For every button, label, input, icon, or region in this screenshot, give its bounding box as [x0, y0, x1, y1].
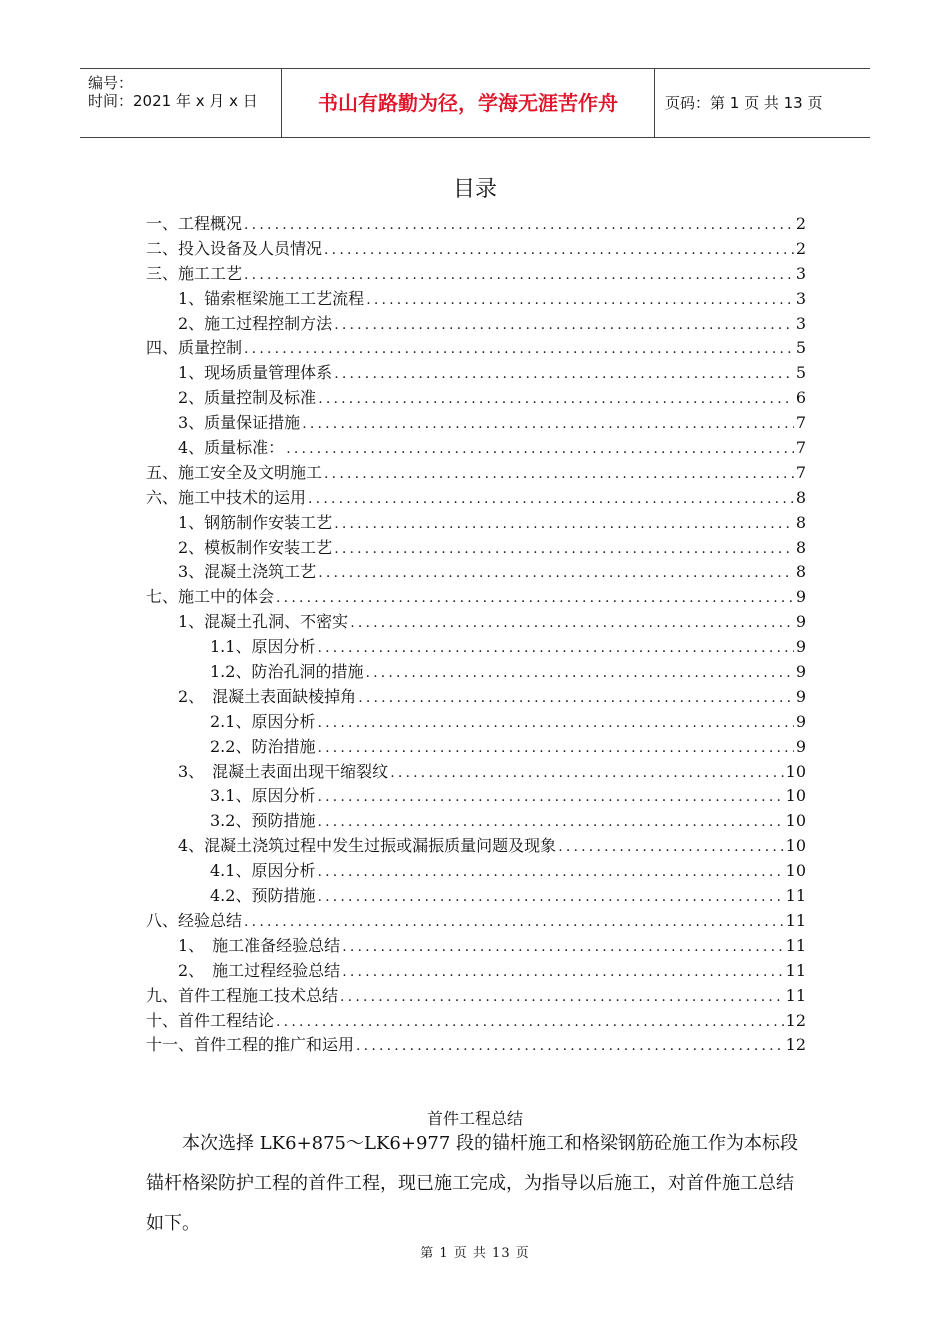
toc-entry[interactable]: [146, 262, 806, 287]
toc-dot-leader: [390, 761, 783, 786]
toc-entry-title: 2.2、防治措施: [210, 736, 316, 756]
toc-dot-leader: [317, 885, 783, 910]
toc-dot-leader: [340, 985, 784, 1010]
toc-dot-leader: [317, 636, 793, 661]
toc-entry-title: 八、经验总结: [146, 910, 243, 930]
toc-entry-title: 3、混凝土浇筑工艺: [178, 562, 317, 582]
toc-entry-page: 9: [795, 612, 806, 632]
toc-entry-page: 6: [795, 388, 806, 408]
toc-dot-leader: [317, 785, 783, 810]
toc-entry[interactable]: [146, 361, 806, 386]
toc-dot-leader: [324, 462, 794, 487]
toc-entry-title: 四、质量控制: [146, 338, 243, 358]
toc-entry-page: 11: [785, 886, 806, 906]
toc-entry[interactable]: [146, 760, 806, 785]
toc-entry-title: 十一、首件工程的推广和运用: [146, 1035, 355, 1055]
toc-dot-leader: [286, 437, 794, 462]
toc-entry[interactable]: [146, 784, 806, 809]
toc-entry-page: 11: [785, 960, 806, 980]
header-meta: [80, 69, 280, 137]
toc-entry[interactable]: [146, 635, 806, 660]
toc-entry-title: 2、模板制作安装工艺: [178, 537, 333, 557]
toc-entry[interactable]: [146, 486, 806, 511]
toc-entry-title: 2、 施工过程经验总结: [178, 960, 341, 980]
toc-entry-title: 二、投入设备及人员情况: [146, 238, 323, 258]
toc-entry-title: 五、施工安全及文明施工: [146, 462, 323, 482]
toc-entry[interactable]: [146, 1033, 806, 1058]
toc-entry-page: 9: [795, 587, 806, 607]
toc-dot-leader: [342, 960, 783, 985]
toc-dot-leader: [366, 288, 794, 313]
toc-entry-page: 8: [795, 537, 806, 557]
toc-entry-title: 3.1、原因分析: [210, 786, 316, 806]
toc-entry-title: 1、锚索框梁施工工艺流程: [178, 288, 365, 308]
toc-entry-page: 11: [785, 910, 806, 930]
toc-entry-title: 4、质量标准：: [178, 438, 285, 458]
toc-entry-page: 10: [785, 861, 806, 881]
toc-entry[interactable]: [146, 934, 806, 959]
toc-dot-leader: [342, 935, 783, 960]
page-footer: 第 1 页 共 13 页: [420, 1246, 530, 1261]
toc-entry[interactable]: [146, 884, 806, 909]
toc-entry[interactable]: [146, 237, 806, 262]
toc-entry-title: 1.2、防治孔洞的措施: [210, 662, 364, 682]
header-motto: 书山有路勤为径，学海无涯苦作舟: [318, 91, 618, 115]
toc-entry-page: 10: [785, 786, 806, 806]
toc-entry[interactable]: [146, 859, 806, 884]
toc-dot-leader: [308, 487, 794, 512]
toc-dot-leader: [334, 537, 794, 562]
toc-entry-title: 六、施工中技术的运用: [146, 487, 307, 507]
toc-entry[interactable]: [146, 560, 806, 585]
toc-entry-page: 9: [795, 662, 806, 682]
toc-entry-page: 9: [795, 686, 806, 706]
toc-dot-leader: [334, 313, 794, 338]
toc-dot-leader: [350, 611, 794, 636]
toc-entry-page: 7: [795, 438, 806, 458]
toc-entry-page: 11: [785, 985, 806, 1005]
toc-entry-title: 1、钢筋制作安装工艺: [178, 512, 333, 532]
toc-entry[interactable]: [146, 809, 806, 834]
toc-entry-page: 8: [795, 562, 806, 582]
toc-entry[interactable]: [146, 984, 806, 1009]
toc-entry[interactable]: [146, 536, 806, 561]
toc-entry-title: 3、 混凝土表面出现干缩裂纹: [178, 761, 389, 781]
toc-entry-title: 十、首件工程结论: [146, 1010, 275, 1030]
toc-entry-title: 1、现场质量管理体系: [178, 363, 333, 383]
toc-entry[interactable]: [146, 710, 806, 735]
toc-dot-leader: [365, 661, 793, 686]
toc-entry[interactable]: [146, 312, 806, 337]
toc-dot-leader: [244, 337, 794, 362]
header-divider: [654, 69, 655, 137]
toc-entry-page: 7: [795, 413, 806, 433]
toc-dot-leader: [244, 263, 794, 288]
toc-dot-leader: [276, 1010, 784, 1035]
toc-entry-page: 2: [795, 238, 806, 258]
toc-entry-page: 10: [785, 836, 806, 856]
toc-dot-leader: [334, 512, 794, 537]
toc-dot-leader: [324, 238, 794, 263]
toc-entry[interactable]: [146, 436, 806, 461]
toc-dot-leader: [356, 1034, 784, 1059]
toc-entry-page: 7: [795, 462, 806, 482]
toc-dot-leader: [358, 686, 794, 711]
toc-entry-page: 10: [785, 811, 806, 831]
toc-entry[interactable]: [146, 386, 806, 411]
toc-dot-leader: [302, 412, 794, 437]
toc-entry-title: 3、质量保证措施: [178, 413, 301, 433]
toc-entry-title: 1、混凝土孔洞、不密实: [178, 612, 349, 632]
toc-dot-leader: [318, 561, 794, 586]
toc-entry-title: 4、混凝土浇筑过程中发生过振或漏振质量问题及现象: [178, 836, 557, 856]
toc-entry-title: 1、 施工准备经验总结: [178, 935, 341, 955]
document-number-label: 编号：: [88, 74, 134, 92]
toc-entry[interactable]: [146, 1009, 806, 1034]
toc-entry-page: 9: [795, 736, 806, 756]
toc-entry-page: 5: [795, 363, 806, 383]
toc-dot-leader: [244, 910, 784, 935]
toc-entry[interactable]: [146, 959, 806, 984]
toc-entry[interactable]: [146, 610, 806, 635]
toc-entry-page: 9: [795, 637, 806, 657]
toc-entry[interactable]: [146, 660, 806, 685]
toc-entry-page: 11: [785, 935, 806, 955]
toc-dot-leader: [244, 213, 794, 238]
toc-entry-page: 8: [795, 512, 806, 532]
toc-entry-page: 10: [785, 761, 806, 781]
toc-entry-page: 5: [795, 338, 806, 358]
toc-dot-leader: [317, 711, 793, 736]
table-of-contents: [146, 212, 806, 1058]
toc-entry-title: 2.1、原因分析: [210, 711, 316, 731]
toc-entry-page: 9: [795, 711, 806, 731]
toc-entry-title: 2、 混凝土表面缺棱掉角: [178, 686, 357, 706]
toc-entry-title: 2、施工过程控制方法: [178, 313, 333, 333]
toc-entry[interactable]: [146, 411, 806, 436]
section-title: 首件工程总结: [426, 1109, 523, 1128]
header-page-info: 页码：第 1 页 共 13 页: [665, 94, 823, 112]
toc-title: 目录: [452, 177, 497, 202]
toc-entry-title: 4.2、预防措施: [210, 886, 316, 906]
toc-dot-leader: [317, 810, 783, 835]
toc-dot-leader: [558, 835, 783, 860]
toc-entry[interactable]: [146, 511, 806, 536]
toc-entry[interactable]: [146, 909, 806, 934]
toc-entry[interactable]: [146, 336, 806, 361]
toc-entry-page: 2: [795, 214, 806, 233]
toc-entry-page: 3: [795, 288, 806, 308]
toc-entry[interactable]: [146, 585, 806, 610]
body-paragraph: 本次选择 LK6+875～LK6+977 段的锚杆施工和格梁钢筋砼施工作为本标段锚杆格梁防护工程的首件工程，现已施工完成，为指导以后施工，对首件施工总结如下。: [146, 1133, 799, 1234]
toc-entry[interactable]: [146, 834, 806, 859]
toc-entry-page: 3: [795, 263, 806, 283]
toc-entry-title: 3.2、预防措施: [210, 811, 316, 831]
toc-dot-leader: [317, 860, 783, 885]
page-header: [80, 68, 870, 138]
toc-dot-leader: [276, 586, 794, 611]
toc-entry[interactable]: [146, 461, 806, 486]
toc-entry-title: 三、施工工艺: [146, 263, 243, 283]
toc-entry-title: 1.1、原因分析: [210, 637, 316, 657]
document-date: 时间：2021 年 x 月 x 日: [88, 92, 258, 110]
toc-entry-title: 九、首件工程施工技术总结: [146, 985, 339, 1005]
toc-entry-title: 一、工程概况: [146, 214, 243, 233]
toc-dot-leader: [334, 362, 794, 387]
toc-entry-title: 4.1、原因分析: [210, 861, 316, 881]
toc-entry-title: 七、施工中的体会: [146, 587, 275, 607]
toc-dot-leader: [317, 736, 793, 761]
toc-entry-page: 3: [795, 313, 806, 333]
toc-entry-page: 12: [785, 1010, 806, 1030]
toc-entry-page: 12: [785, 1035, 806, 1055]
toc-entry-page: 8: [795, 487, 806, 507]
toc-entry[interactable]: [146, 287, 806, 312]
toc-entry[interactable]: [146, 685, 806, 710]
toc-entry-title: 2、质量控制及标准: [178, 388, 317, 408]
toc-entry[interactable]: [146, 212, 806, 237]
toc-entry[interactable]: [146, 735, 806, 760]
toc-dot-leader: [318, 387, 794, 412]
